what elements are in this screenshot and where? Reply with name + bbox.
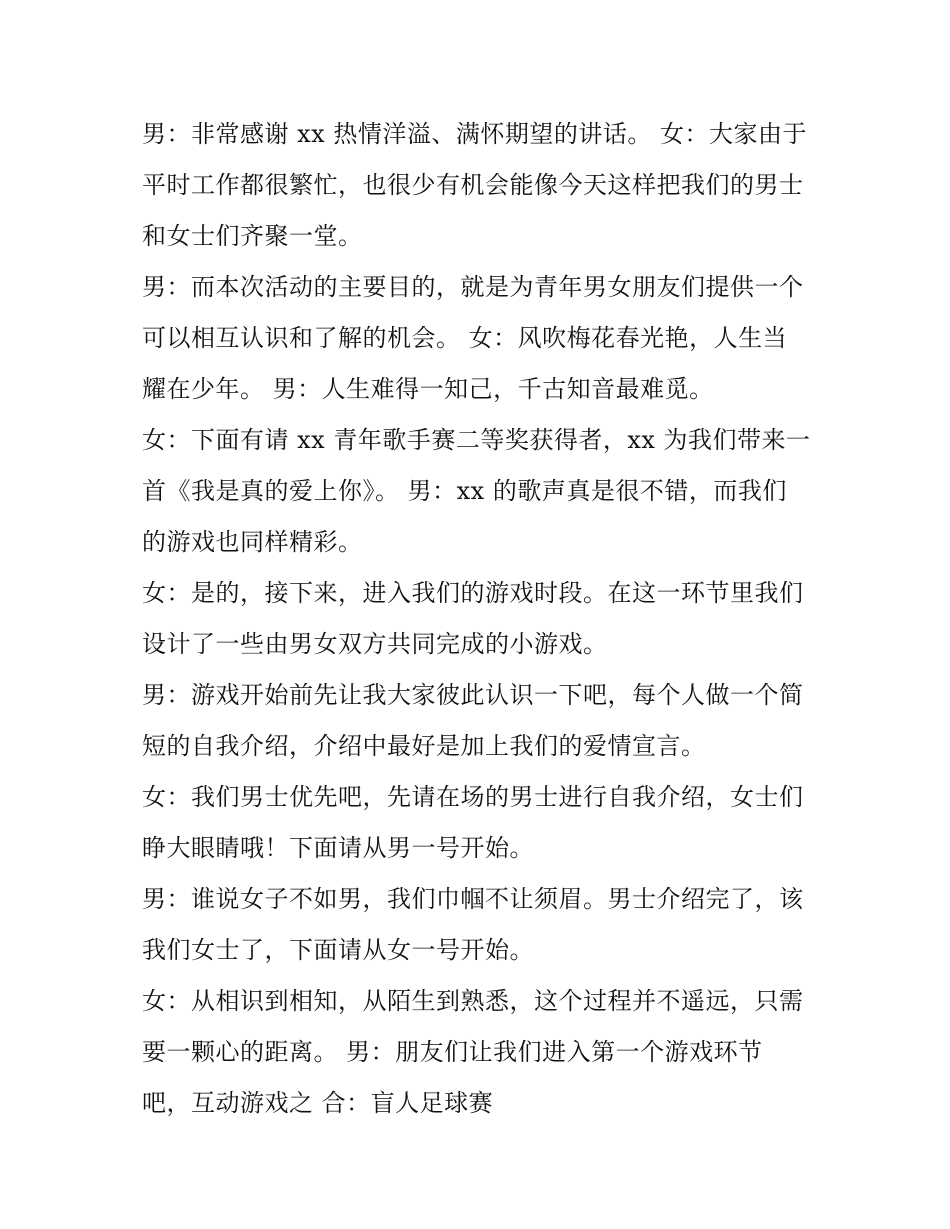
text-line: 平时工作都很繁忙，也很少有机会能像今天这样把我们的男士 bbox=[142, 171, 804, 199]
text-line: 男：游戏开始前先让我大家彼此认识一下吧，每个人做一个简 bbox=[142, 681, 804, 709]
text-line: 耀在少年。 男：人生难得一知己，千古知音最难觅。 bbox=[142, 375, 714, 403]
text-line: 男：而本次活动的主要目的，就是为青年男女朋友们提供一个 bbox=[142, 273, 804, 301]
text-line: 女：下面有请 xx 青年歌手赛二等奖获得者，xx 为我们带来一 bbox=[142, 426, 811, 454]
text-line: 男：非常感谢 xx 热情洋溢、满怀期望的讲话。 女：大家由于 bbox=[142, 120, 807, 148]
document-body bbox=[142, 109, 822, 1129]
text-line: 和女士们齐聚一堂。 bbox=[142, 222, 363, 250]
text-line: 的游戏也同样精彩。 bbox=[142, 528, 363, 556]
text-line: 要一颗心的距离。 男：朋友们让我们进入第一个游戏环节 bbox=[142, 1038, 763, 1066]
text-line: 女：是的，接下来，进入我们的游戏时段。在这一环节里我们 bbox=[142, 579, 804, 607]
text-line: 睁大眼睛哦！下面请从男一号开始。 bbox=[142, 834, 534, 862]
text-line: 女：我们男士优先吧，先请在场的男士进行自我介绍，女士们 bbox=[142, 783, 804, 811]
text-line: 首《我是真的爱上你》。 男：xx 的歌声真是很不错，而我们 bbox=[142, 477, 787, 505]
text-line: 可以相互认识和了解的机会。 女：风吹梅花春光艳，人生当 bbox=[142, 324, 788, 352]
text-line: 女：从相识到相知，从陌生到熟悉，这个过程并不遥远，只需 bbox=[142, 987, 804, 1015]
text-line: 我们女士了，下面请从女一号开始。 bbox=[142, 936, 534, 964]
text-line: 男：谁说女子不如男，我们巾帼不让须眉。男士介绍完了，该 bbox=[142, 885, 804, 913]
text-line: 吧，互动游戏之 合：盲人足球赛 bbox=[142, 1089, 494, 1117]
text-line: 设计了一些由男女双方共同完成的小游戏。 bbox=[142, 630, 608, 658]
text-line: 短的自我介绍，介绍中最好是加上我们的爱情宣言。 bbox=[142, 732, 706, 760]
